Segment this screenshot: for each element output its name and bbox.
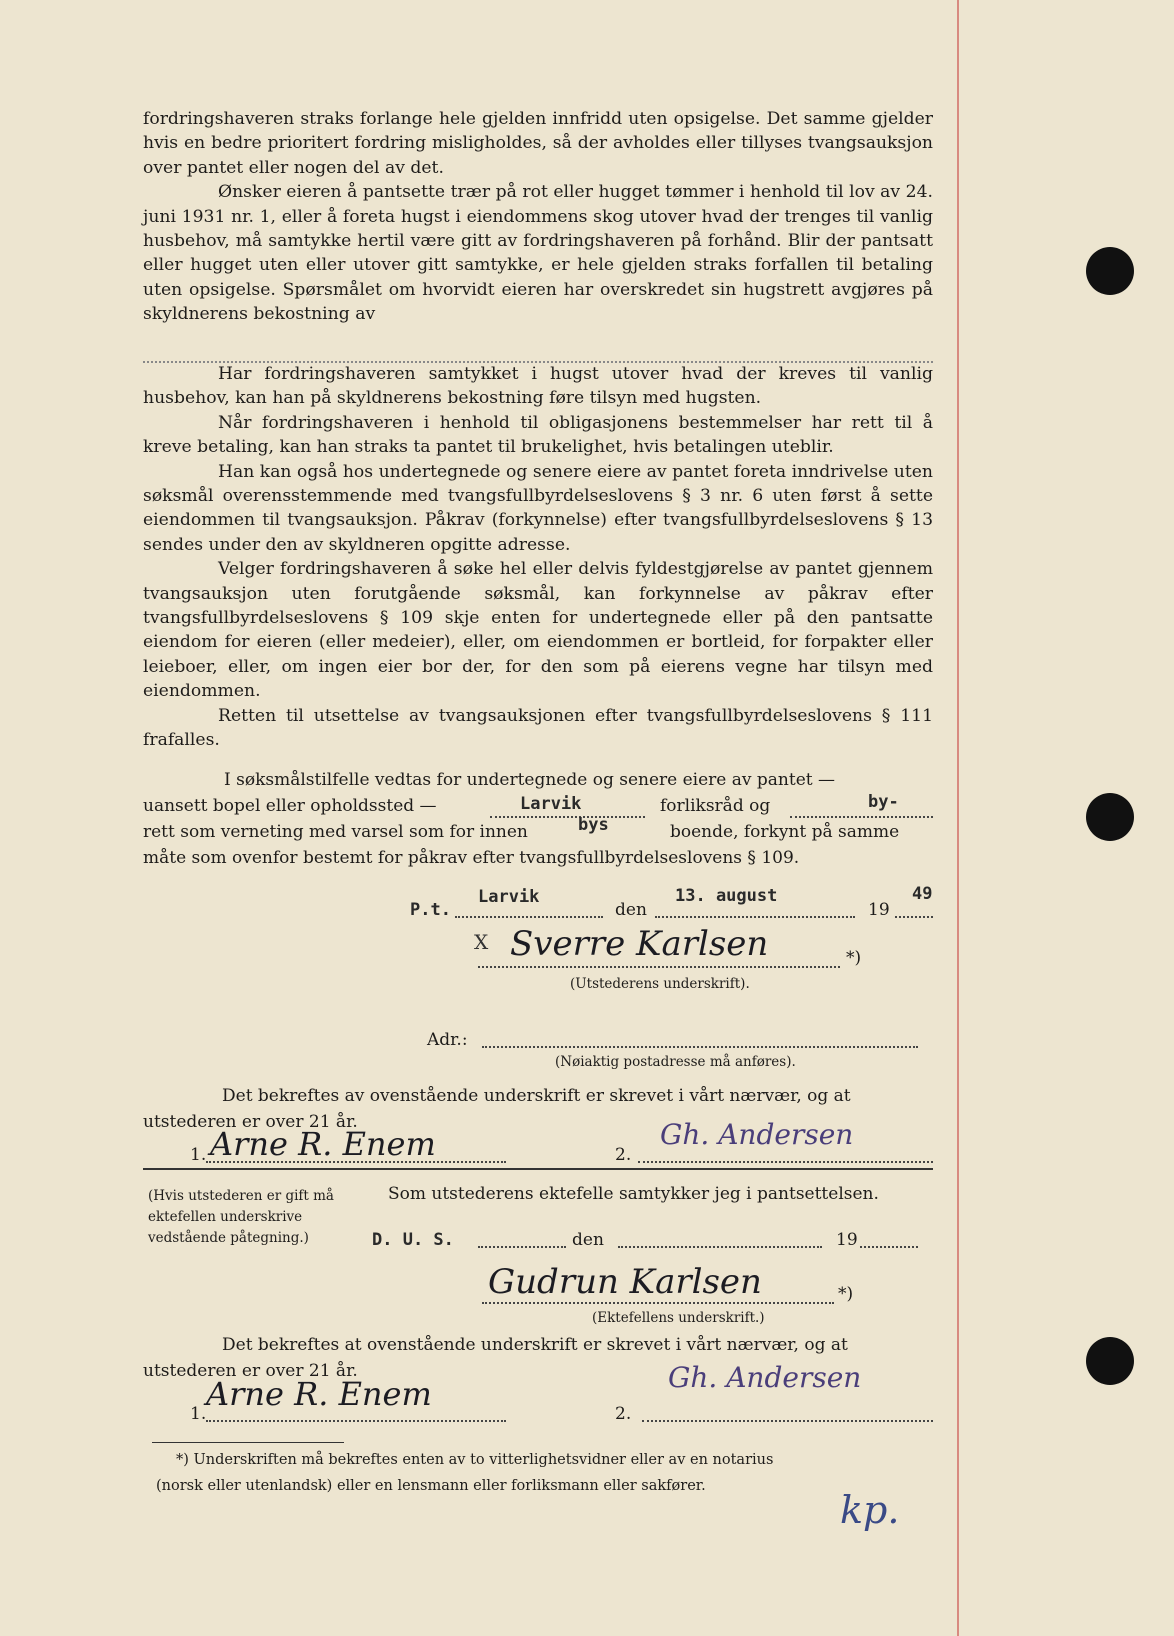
spouse-den: den [572, 1230, 604, 1250]
spouse-caption: (Ektefellens underskrift.) [592, 1310, 765, 1326]
witness1-line-sig1 [206, 1161, 506, 1163]
venue-court-line [790, 816, 933, 818]
issuer-caption: (Utstederens underskrift). [570, 976, 750, 992]
x-mark: X [474, 930, 489, 954]
footnote-line-1: *) Underskriften må bekreftes enten av to vitterlighetsvidner eller av en notarius [176, 1452, 774, 1468]
venue-court-type: by- [868, 792, 899, 812]
date-value-line [655, 916, 855, 918]
spouse-year-line [860, 1246, 918, 1248]
body-main [143, 362, 933, 753]
body-top [143, 107, 933, 327]
venue-place: Larvik [520, 794, 582, 814]
paragraph: Har fordringshaveren samtykket i hugst utover hvad der kreves til vanlig husbehov, kan han på skyldnerens bekostning føre tilsyn med hugsten. [143, 364, 933, 409]
address-caption: (Nøiaktig postadresse må anføres). [555, 1054, 796, 1070]
spouse-century: 19 [836, 1230, 858, 1250]
paragraph: Ønsker eieren å pantsette trær på rot eller hugget tømmer i henhold til lov av 24. juni 1931 nr. 1, eller å foreta hugst i eiendommens skog utover hvad der trenges til vanlig husbehov, må samtykke hertil være gitt av fordringshaveren på forhånd. Blir der pantsatt eller hugget uten eller utover gitt samtykke, er hele gjelden straks forfallen til betaling uten opsigelse. Spørsmålet om hvorvidt eieren har overskredet sin hugstrett avgjøres på skyldnerens bekostning av [143, 182, 933, 325]
footnote-rule [152, 1442, 344, 1443]
witness2-line-1: Det bekreftes at ovenstående underskrift er skrevet i vårt nærvær, og at [222, 1335, 848, 1355]
paragraph: Retten til utsettelse av tvangsauksjonen efter tvangsfullbyrdelseslovens § 111 frafalles. [143, 705, 933, 751]
venue-line-1: I søksmålstilfelle vedtas for undertegnede og senere eiere av pantet — [224, 770, 836, 790]
paragraph: Når fordringshaveren i henhold til obligasjonens bestemmelser har rett til å kreve betaling, kan han straks ta pantet til brukelighet, hvis betalingen uteblir. [143, 412, 933, 458]
address-label: Adr.: [427, 1030, 468, 1050]
punch-hole [1086, 793, 1134, 841]
witness1-line-1: Det bekreftes av ovenstående underskrift er skrevet i vårt nærvær, og at [222, 1086, 851, 1106]
witness2-line-2: utstederen er over 21 år. [143, 1361, 358, 1381]
venue-line-4: måte som ovenfor bestemt for påkrav efter tvangsfullbyrdelseslovens § 109. [143, 848, 800, 868]
witness2-line-sig2 [642, 1420, 933, 1422]
witness1-signature-2: Gh. Andersen [660, 1118, 854, 1151]
paragraph: Han kan også hos undertegnede og senere eiere av pantet foreta inndrivelse uten søksmål overensstemmende med tvangsfullbyrdelseslovens § 3 nr. 6 uten først å sette eiendommen til tvangsauksjon. Påkrav (forkynnelse) efter tvangsfullbyrdelseslovens § 13 sendes under den av skyldneren opgitte adresse. [143, 461, 933, 555]
spouse-note: (Hvis utstederen er gift må ektefellen underskrive vedstående påtegning.) [148, 1188, 334, 1246]
footnote-line-2: (norsk eller utenlandsk) eller en lensmann eller forliksmann eller sakfører. [156, 1478, 706, 1494]
date-year: 49 [912, 884, 933, 904]
punch-hole [1086, 1337, 1134, 1385]
venue-area: bys [578, 815, 609, 835]
punch-hole [1086, 247, 1134, 295]
date-place-line [455, 916, 603, 918]
venue-line-2a: uansett bopel eller opholdssted — [143, 796, 437, 816]
issuer-star: *) [846, 948, 862, 968]
venue-line-3b: boende, forkynt på samme [670, 822, 900, 842]
spouse-consent: Som utstederens ektefelle samtykker jeg i pantsettelsen. [388, 1184, 879, 1204]
spouse-date-line [618, 1246, 822, 1248]
witness2-line-sig1 [206, 1420, 506, 1422]
date-den: den [615, 900, 647, 920]
issuer-signature-line [478, 966, 840, 968]
date-prefix: P.t. [410, 900, 451, 920]
section-divider [143, 1168, 933, 1170]
spouse-place: D. U. S. [372, 1230, 454, 1250]
witness2-signature-1: Arne R. Enem [206, 1375, 432, 1413]
venue-line-2b: forliksråd og [660, 796, 771, 816]
spouse-star: *) [838, 1284, 854, 1304]
date-year-line [895, 916, 933, 918]
spouse-place-line [478, 1246, 566, 1248]
date-century: 19 [868, 900, 890, 920]
spouse-signature-line [482, 1302, 834, 1304]
date-value: 13. august [675, 886, 778, 906]
date-place: Larvik [478, 887, 540, 907]
margin-line [957, 0, 959, 1636]
paragraph: fordringshaveren straks forlange hele gjelden innfridd uten opsigelse. Det samme gjelder hvis en bedre prioritert fordring misligholdes, så der avholdes eller tillyses tvangsauksjon over pantet eller nogen del av det. [143, 109, 933, 178]
witness1-line-sig2 [638, 1161, 933, 1163]
issuer-signature: Sverre Karlsen [510, 924, 769, 964]
venue-line-3a: rett som verneting med varsel som for innen [143, 822, 528, 842]
handwritten-initials: kp. [840, 1488, 900, 1532]
witness1-signature-1: Arne R. Enem [210, 1125, 436, 1163]
address-line [482, 1046, 918, 1048]
witness2-signature-2: Gh. Andersen [668, 1361, 862, 1394]
witness1-number-1: 1. [190, 1145, 207, 1165]
witness1-number-2: 2. [615, 1145, 632, 1165]
paragraph: Velger fordringshaveren å søke hel eller delvis fyldestgjørelse av pantet gjennem tvangsauksjon uten forutgående søksmål, kan forkynnelse av påkrav efter tvangsfullbyrdelseslovens § 109 skje enten for undertegnede eller på den pantsatte eiendom for eieren (eller medeier), eller, om eiendommen er bortleid, for forpakter eller leieboer, eller, om ingen eier bor der, for den som på eierens vegne har tilsyn med eiendommen. [143, 559, 933, 702]
witness1-line-2: utstederen er over 21 år. [143, 1112, 358, 1132]
witness2-number-2: 2. [615, 1404, 632, 1424]
venue-place-line [490, 816, 645, 818]
spouse-signature: Gudrun Karlsen [488, 1262, 762, 1302]
witness2-number-1: 1. [190, 1404, 207, 1424]
